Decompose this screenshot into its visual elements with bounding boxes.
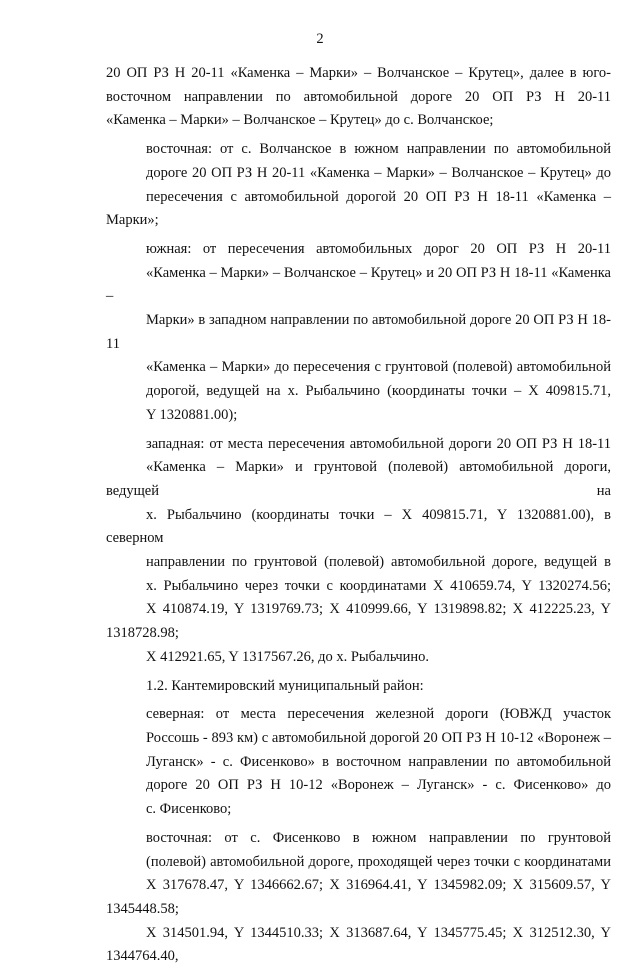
text-line: х. Рыбальчино (координаты точки – X 409815.71, Y 1320881.00), в северном <box>106 506 611 547</box>
text-line: (полевой) автомобильной дороге, проходящей через точки с координатами <box>146 853 611 870</box>
text-line: Луганск» - с. Фисенково» в восточном направлении по автомобильной <box>146 753 611 770</box>
text-line: «Каменка – Марки» до пересечения с грунтовой (полевой) автомобильной <box>146 359 611 376</box>
text-line: восточная: от с. Волчанское в южном направлении по автомобильной <box>146 141 611 158</box>
text-line: южная: от пересечения автомобильных дорог 20 ОП РЗ Н 20-11 <box>146 240 611 257</box>
text-line: х. Рыбальчино через точки с координатами X 410659.74, Y 1320274.56; <box>146 577 611 594</box>
paragraph <box>106 138 611 233</box>
text-line: Y 1320881.00); <box>146 406 238 423</box>
text-line: Марки» в западном направлении по автомобильной дороге 20 ОП РЗ Н 18-11 <box>106 312 611 352</box>
text-line: пересечения с автомобильной дорогой 20 ОП РЗ Н 18-11 «Каменка – Марки»; <box>106 188 611 229</box>
text-line: «Каменка – Марки» – Волчанское – Крутец» и 20 ОП РЗ Н 18-11 «Каменка – <box>106 264 611 305</box>
text-line: северная: от места пересечения железной дороги (ЮВЖД участок <box>146 706 611 723</box>
text-line: X 412921.65, Y 1317567.26, до х. Рыбальчино. <box>146 648 430 665</box>
paragraph <box>106 62 611 133</box>
text-line: «Каменка – Марки» и грунтовой (полевой) автомобильной дороги, ведущей на <box>106 459 611 499</box>
paragraph <box>106 238 611 428</box>
text-line: «Каменка – Марки» – Волчанское – Крутец» до с. Волчанское; <box>106 112 494 129</box>
text-line: направлении по грунтовой (полевой) автомобильной дороге, ведущей в <box>146 554 611 571</box>
text-line: 20 ОП РЗ Н 20-11 «Каменка – Марки» – Волчанское – Крутец», далее в юго- <box>106 65 611 81</box>
text-line: X 314501.94, Y 1344510.33; X 313687.64, Y 1345775.45; X 312512.30, Y 1344764.40, <box>106 924 611 965</box>
paragraph <box>106 703 611 822</box>
text-line: дороге 20 ОП РЗ Н 20-11 «Каменка – Марки» – Волчанское – Крутец» до <box>146 164 611 181</box>
text-line: дороге 20 ОП РЗ Н 10-12 «Воронеж – Луганск» - с. Фисенково» до <box>146 777 611 794</box>
paragraph <box>106 675 611 699</box>
text-line: с. Фисенково; <box>146 801 232 818</box>
text-line: восточном направлении по автомобильной дороге 20 ОП РЗ Н 20-11 <box>106 88 611 105</box>
text-line: дорогой, ведущей на х. Рыбальчино (координаты точки – X 409815.71, <box>146 383 611 400</box>
text-line: X 410874.19, Y 1319769.73; X 410999.66, Y 1319898.82; X 412225.23, Y 1318728.98; <box>106 601 611 642</box>
text-line: западная: от места пересечения автомобильной дороги 20 ОП РЗ Н 18-11 <box>146 435 611 452</box>
text-line: Россошь - 893 км) с автомобильной дорогой 20 ОП РЗ Н 10-12 «Воронеж – <box>146 729 611 746</box>
page-number: 2 <box>316 31 324 47</box>
text-line: восточная: от с. Фисенково в южном направлении по грунтовой <box>146 829 611 846</box>
document-body <box>106 62 611 969</box>
paragraph <box>106 827 611 969</box>
text-line: 1.2. Кантемировский муниципальный район: <box>146 677 424 694</box>
text-line: X 317678.47, Y 1346662.67; X 316964.41, Y 1345982.09; X 315609.57, Y 1345448.58; <box>106 877 611 917</box>
paragraph <box>106 433 611 670</box>
